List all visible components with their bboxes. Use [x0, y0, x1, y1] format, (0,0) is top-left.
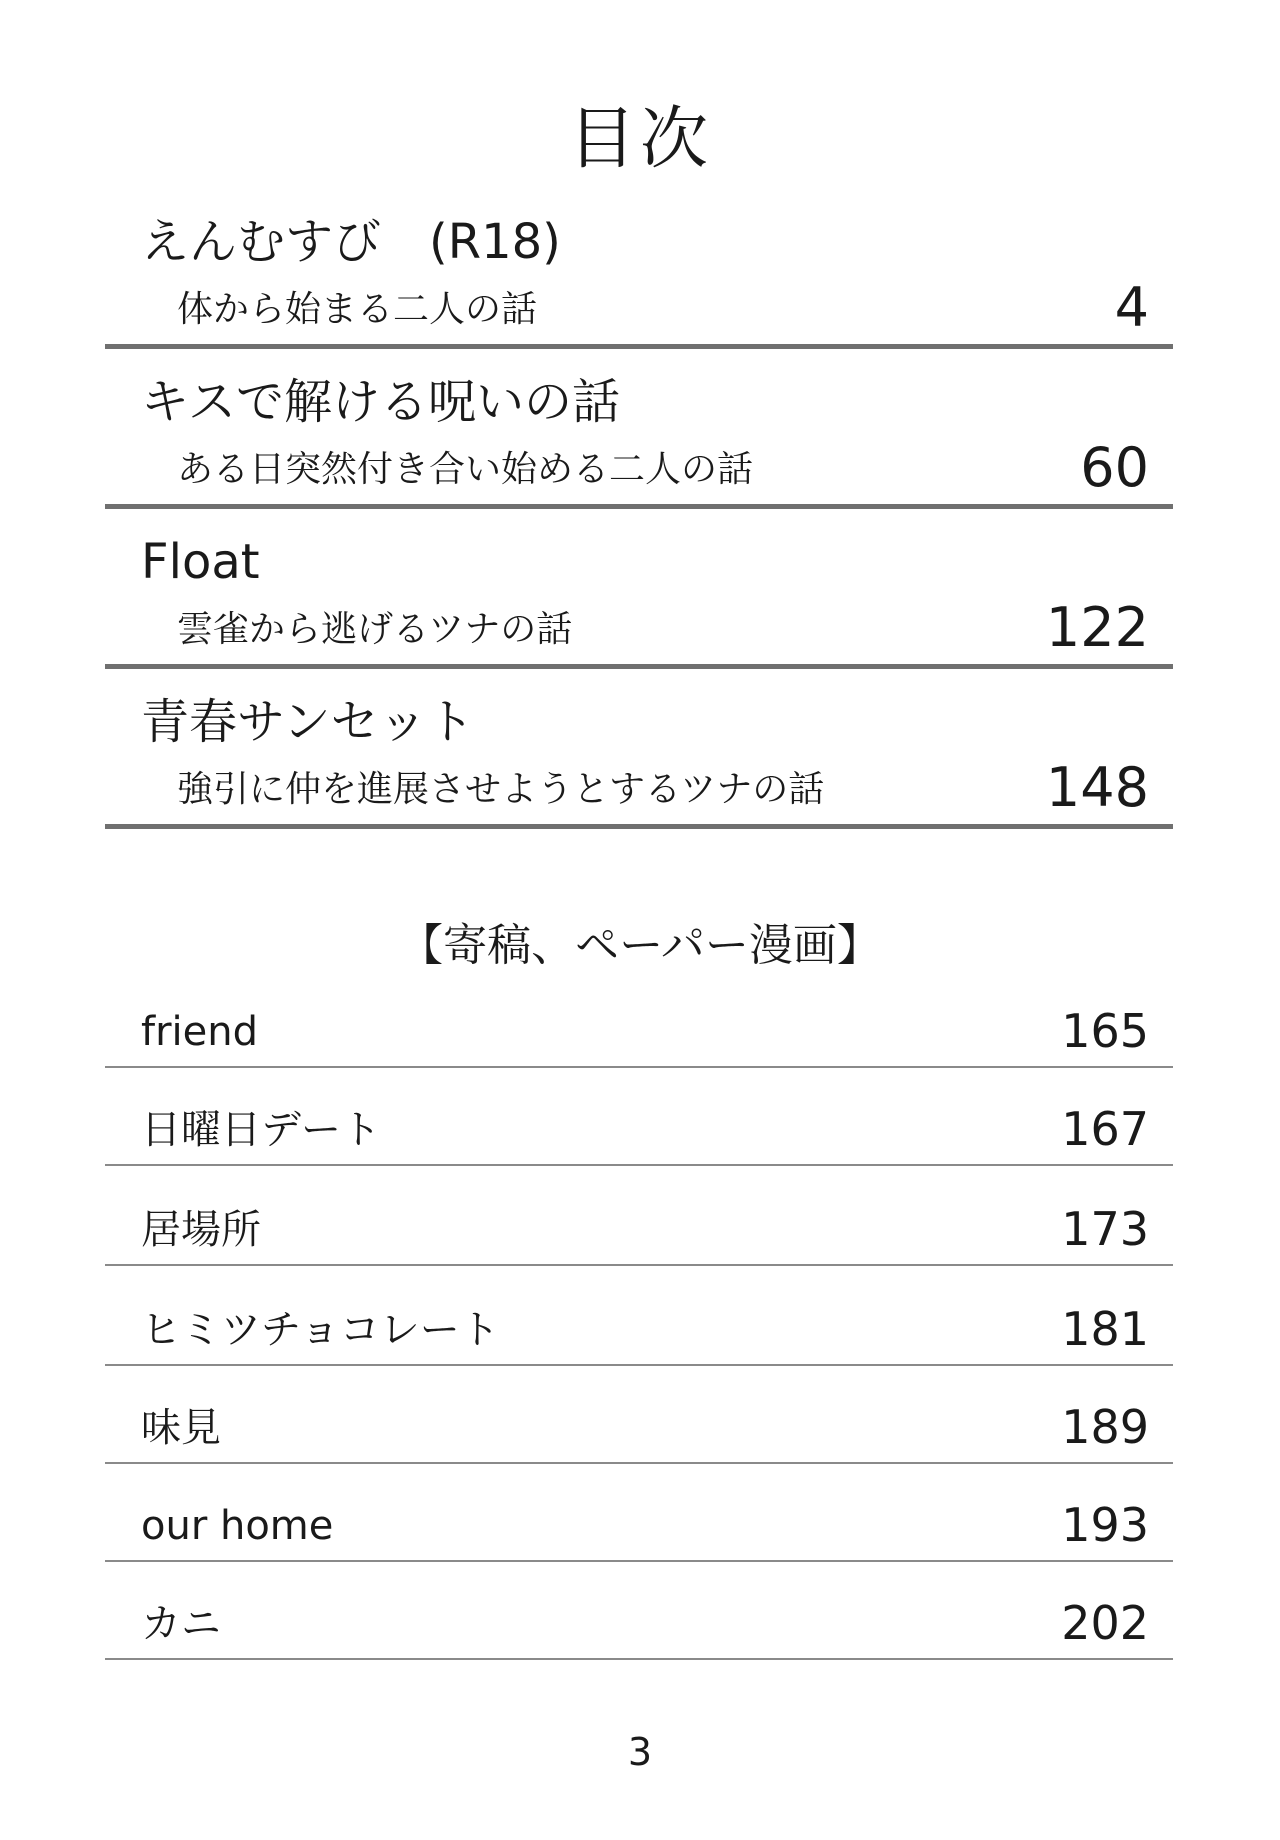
entry-title: カニ	[141, 1601, 221, 1647]
entry-page-number: 202	[1061, 1596, 1149, 1650]
contribution-entry	[105, 1398, 1173, 1478]
entry-page-number: 189	[1061, 1400, 1149, 1454]
story-entry	[105, 212, 1173, 372]
story-entry	[105, 372, 1173, 532]
story-title: 青春サンセット	[141, 694, 475, 750]
divider	[105, 504, 1173, 509]
contribution-entry	[105, 1594, 1173, 1674]
story-title: えんむすび (R18)	[141, 214, 561, 270]
contribution-entry	[105, 1200, 1173, 1280]
divider	[105, 1658, 1173, 1660]
story-page-number: 4	[1114, 276, 1149, 339]
section-heading: 【寄稿、ペーパー漫画】	[399, 920, 881, 971]
divider	[105, 1264, 1173, 1266]
story-page-number: 148	[1045, 756, 1149, 819]
divider	[105, 1560, 1173, 1562]
entry-title: our home	[141, 1503, 334, 1549]
contribution-entry	[105, 1100, 1173, 1180]
entry-page-number: 165	[1061, 1004, 1149, 1058]
divider	[105, 1364, 1173, 1366]
contribution-entry	[105, 1002, 1173, 1082]
entry-page-number: 167	[1061, 1102, 1149, 1156]
entry-title: friend	[141, 1009, 258, 1055]
divider	[105, 344, 1173, 349]
contribution-entry	[105, 1300, 1173, 1380]
story-page-number: 122	[1045, 596, 1149, 659]
page-title: 目次	[567, 100, 712, 179]
story-subtitle: 雲雀から逃げるツナの話	[177, 609, 573, 650]
story-title: キスで解ける呪いの話	[141, 374, 621, 430]
story-entry	[105, 532, 1173, 692]
entry-title: ヒミツチョコレート	[141, 1307, 500, 1353]
story-subtitle: 体から始まる二人の話	[177, 289, 538, 330]
story-subtitle: 強引に仲を進展させようとするツナの話	[177, 769, 825, 810]
divider	[105, 1066, 1173, 1068]
divider	[105, 664, 1173, 669]
entry-page-number: 173	[1061, 1202, 1149, 1256]
divider	[105, 824, 1173, 829]
divider	[105, 1164, 1173, 1166]
story-title: Float	[141, 534, 260, 590]
entry-title: 味見	[141, 1405, 221, 1451]
entry-page-number: 181	[1061, 1302, 1149, 1356]
entry-title: 日曜日デート	[141, 1107, 381, 1153]
story-entry	[105, 692, 1173, 852]
entry-title: 居場所	[141, 1207, 261, 1253]
page-number: 3	[627, 1730, 653, 1774]
story-subtitle: ある日突然付き合い始める二人の話	[177, 449, 754, 490]
story-page-number: 60	[1080, 436, 1149, 499]
divider	[105, 1462, 1173, 1464]
entry-page-number: 193	[1061, 1498, 1149, 1552]
contribution-entry	[105, 1496, 1173, 1576]
